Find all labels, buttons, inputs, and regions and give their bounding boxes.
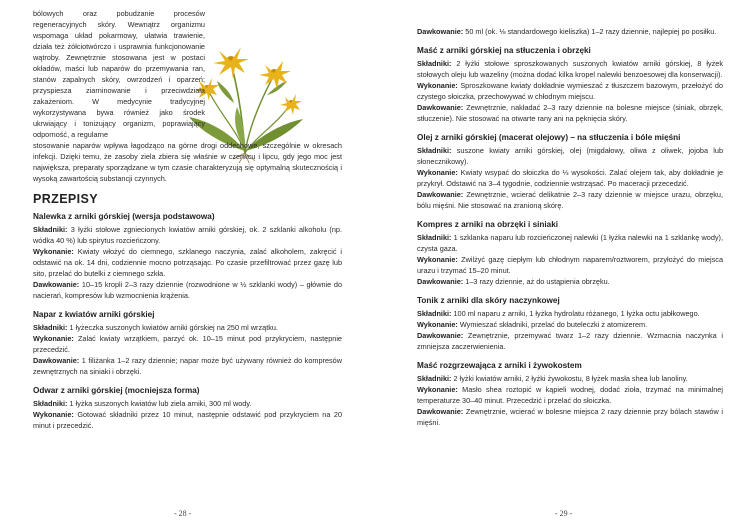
- method-text: Wykonanie: Zalać kwiaty wrzątkiem, parzyć ok. 10–15 minut pod przykryciem, następnie przecedzić.: [33, 334, 342, 354]
- method-label: Wykonanie:: [417, 168, 458, 177]
- page-number: - 29 -: [555, 509, 573, 518]
- dosage-label: Dawkowanie:: [33, 280, 80, 289]
- recipe-block: [417, 219, 723, 287]
- dosage-label: Dawkowanie:: [417, 190, 464, 199]
- dosage-text: Dawkowanie: Zewnętrznie, wcierać w bolesne miejsca 2 razy dziennie przy bólach stawów i mięśni.: [417, 407, 723, 427]
- dosage-text: Dawkowanie: Zewnętrznie, przemywać twarz 1–2 razy dziennie. Wzmacnia naczynka i zmniejsza zaczerwienienia.: [417, 331, 723, 351]
- ingredients-label: Składniki:: [417, 233, 452, 242]
- recipe-title: Maść rozgrzewająca z arniki i żywokostem: [417, 361, 582, 370]
- dosage-text: Dawkowanie: 1–3 razy dziennie, aż do ustąpienia obrzęku.: [417, 277, 610, 286]
- ingredients-label: Składniki:: [417, 59, 452, 68]
- recipe-block: [417, 295, 723, 352]
- method-text: Wykonanie: Sproszkowane kwiaty dokładnie wymieszać z tłuszczem bazowym, przełożyć do czystego słoiczka, przechowywać w chłodnym miejscu.: [417, 81, 724, 101]
- method-label: Wykonanie:: [33, 410, 74, 419]
- right-page: [375, 0, 750, 529]
- intro-paragraph-top: bólowych oraz pobudzanie procesów regeneracyjnych skóry. Wewnątrz organizmu wspomaga układ pokarmowy, ułatwia trawienie, działa też żółciotwórczo i usprawnia funkcjonowanie wątroby. Zewnętrznie stosowana jest w postaci okładów, maści lub naparów do przemywania ran, stanów zapalnych skóry, owrzodzeń i oparzeń; przyspiesza ziarninowanie i przeciwdziała zakażeniom. W medycynie tradycyjnej wykorzystywana bywa również jako środek ukrwiający i tonizujący organizm, poprawiający odporność, a regularne: [33, 9, 205, 139]
- recipe-title: Odwar z arniki górskiej (mocniejsza forma): [33, 386, 200, 395]
- dosage-label: Dawkowanie:: [417, 277, 464, 286]
- ingredients-label: Składniki:: [417, 309, 452, 318]
- ingredients-text: Składniki: 100 ml naparu z arniki, 1 łyżka hydrolatu różanego, 1 łyżka octu jabłkowego.: [417, 309, 700, 318]
- dosage-text: Dawkowanie: 1 filiżanka 1–2 razy dziennie; napar może być używany również do kompresów zewnętrznych na siniaki i obrzęki.: [33, 356, 342, 376]
- recipe-title: Napar z kwiatów arniki górskiej: [33, 310, 155, 319]
- ingredients-label: Składniki:: [33, 225, 68, 234]
- method-label: Wykonanie:: [33, 247, 74, 256]
- dosage-label: Dawkowanie:: [33, 356, 80, 365]
- ingredients-text: Składniki: 2 łyżki stołowe sproszkowanych suszonych kwiatów arniki górskiej, 8 łyżek stołowych oleju lub wazeliny (można dodać kilka kropel nalewki benzoesowej dla konserwacji).: [417, 59, 723, 79]
- intro-paragraph-bottom: stosowanie naparów wpływa łagodząco na górne drogi oddechowe, szczególnie w okresach infekcji. Dzięki temu, że zasoby ziela zbiera się właśnie w czerwcu i lipcu, gdy jego moc jest największa, preparaty sporządzane w tym czasie charakteryzują się optymalną skutecznością i wysoką zawartością substancji czynnych.: [33, 141, 342, 183]
- method-label: Wykonanie:: [33, 334, 74, 343]
- recipe-block: [417, 45, 723, 124]
- ingredients-text: Składniki: 1 szklanka naparu lub rozcieńczonej nalewki (1 łyżka nalewki na 1 szklankę wody), czysta gaza.: [417, 233, 724, 253]
- dosage-text: Dawkowanie: Zewnętrznie, nakładać 2–3 razy dziennie na bolesne miejsce (siniak, obrzęk, stłuczenie). Nie stosować na otwarte rany ani na pęknięcia skóry.: [417, 103, 724, 123]
- ingredients-text: Składniki: 1 łyżeczka suszonych kwiatów arniki górskiej na 250 ml wrzątku.: [33, 323, 278, 332]
- method-text: Wykonanie: Masło shea roztopić w kąpieli wodnej, dodać zioła, trzymać na minimalnej temperaturze 30–40 minut. Przecedzić i przelać do słoiczka.: [417, 385, 723, 405]
- dosage-text: Dawkowanie: 10–15 kropli 2–3 razy dziennie (rozwodnione w ½ szklanki wody) – głównie do nacierań, kompresów lub wzmocnienia krążenia.: [33, 280, 342, 300]
- method-label: Wykonanie:: [417, 255, 458, 264]
- recipe-title: Olej z arniki górskiej (macerat olejowy) – na stłuczenia i bóle mięśni: [417, 133, 681, 142]
- method-label: Wykonanie:: [417, 385, 458, 394]
- ingredients-text: Składniki: 1 łyżka suszonych kwiatów lub ziela arniki, 300 ml wody.: [33, 399, 252, 408]
- dosage-text: Dawkowanie: Zewnętrznie, wcierać delikatnie 2–3 razy dziennie w miejsce urazu, obrzęku, bólu mięśni. Nie stosować na zranioną skórę.: [417, 190, 723, 210]
- recipe-title: Tonik z arniki dla skóry naczynkowej: [417, 296, 560, 305]
- ingredients-label: Składniki:: [33, 399, 68, 408]
- left-text-column: [33, 8, 342, 439]
- recipe-block: [33, 309, 342, 377]
- recipe-block: [417, 360, 723, 428]
- recipe-block: [33, 385, 342, 431]
- method-text: Wykonanie: Gotować składniki przez 10 minut, następnie odstawić pod przykryciem na 20 minut i przecedzić.: [33, 410, 343, 430]
- dosage-label: Dawkowanie:: [417, 103, 464, 112]
- continued-dosage: Dawkowanie: 50 ml (ok. ⅛ standardowego kieliszka) 1–2 razy dziennie, najlepiej po posiłku.: [417, 27, 717, 36]
- method-text: Wykonanie: Zwilżyć gazę ciepłym lub chłodnym naparem/roztworem, przyłożyć do miejsca urazu i trzymać 15–20 minut.: [417, 255, 724, 275]
- ingredients-label: Składniki:: [417, 374, 452, 383]
- method-label: Wykonanie:: [417, 320, 458, 329]
- method-text: Wykonanie: Kwiaty włożyć do ciemnego, szklanego naczynia, zalać alkoholem, zakręcić i odstawić na ok. 14 dni, codziennie mocno potrząsając. Po czasie przefiltrować przez gazę lub sito, przelać do butelki z ciemnego szkła.: [33, 247, 343, 278]
- recipe-title: Kompres z arniki na obrzęki i siniaki: [417, 220, 559, 229]
- dosage-label: Dawkowanie:: [417, 331, 464, 340]
- ingredients-label: Składniki:: [417, 146, 452, 155]
- ingredients-text: Składniki: 2 łyżki kwiatów arniki, 2 łyżki żywokostu, 8 łyżek masła shea lub lanoliny.: [417, 374, 688, 383]
- ingredients-text: Składniki: suszone kwiaty arniki górskiej, olej (migdałowy, oliwa z oliwek, jojoba lub słonecznikowy).: [417, 146, 724, 166]
- recipe-block: [33, 211, 342, 301]
- recipe-title: Nalewka z arniki górskiej (wersja podstawowa): [33, 212, 215, 221]
- ingredients-label: Składniki:: [33, 323, 68, 332]
- method-label: Wykonanie:: [417, 81, 458, 90]
- method-text: Wykonanie: Wymieszać składniki, przelać do buteleczki z atomizerem.: [417, 320, 648, 329]
- ingredients-text: Składniki: 3 łyżki stołowe zgniecionych kwiatów arniki górskiej, ok. 2 szklanki alkoholu (np. wódka 40 %) lub spirytus rozcieńczony.: [33, 225, 342, 245]
- section-title: PRZEPISY: [33, 192, 99, 206]
- right-text-column: [417, 26, 723, 436]
- dosage-label: Dawkowanie:: [417, 407, 464, 416]
- method-text: Wykonanie: Kwiaty wsypać do słoiczka do ⅓ wysokości. Zalać olejem tak, aby dokładnie je przykrył. Odstawić na 3–4 tygodnie, codziennie wstrząsać. Po maceracji przecedzić.: [417, 168, 724, 188]
- dosage-label: Dawkowanie:: [417, 27, 464, 36]
- recipe-block: [417, 132, 723, 211]
- page-number: - 28 -: [174, 509, 192, 518]
- recipe-title: Maść z arniki górskiej na stłuczenia i obrzęki: [417, 46, 591, 55]
